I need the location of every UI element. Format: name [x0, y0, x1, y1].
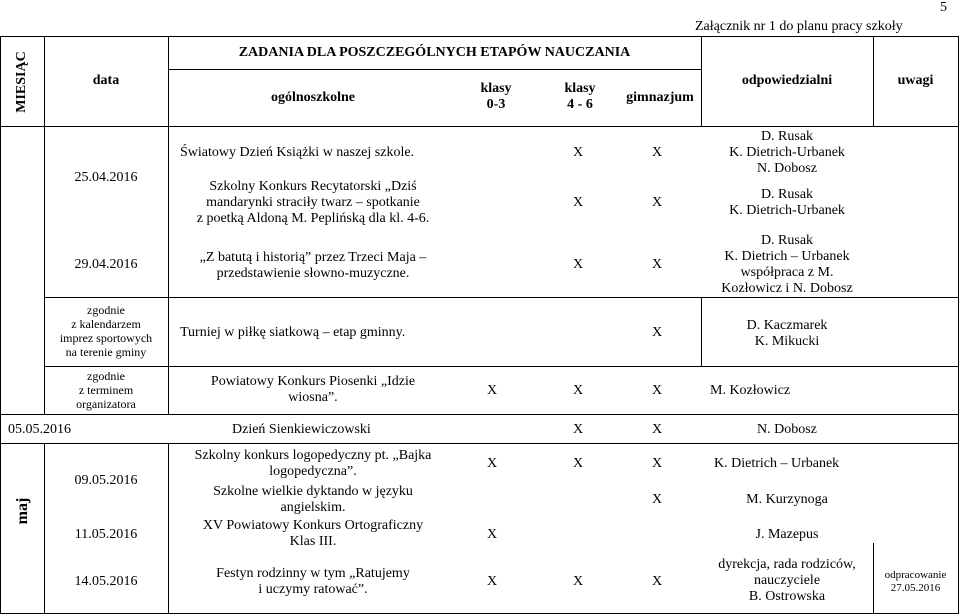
row7-responsible: K. Dietrich – Urbanek: [714, 456, 840, 471]
row1-resp3: N. Dobosz: [757, 161, 817, 176]
row9-k03: X: [487, 527, 498, 542]
row6-k46: X: [573, 422, 584, 437]
row3-task: [168, 250, 458, 282]
row10-resp2: nauczyciele: [753, 573, 821, 588]
row4-date4: na terenie gminy: [65, 345, 147, 359]
date-header: data: [92, 73, 120, 88]
row3-responsible: [701, 233, 873, 297]
row10-resp1: dyrekcja, rada rodziców,: [718, 557, 856, 572]
row10-gim: X: [652, 574, 663, 589]
row5-responsible: M. Kozłowicz: [710, 383, 791, 398]
row6-task: Dzień Sienkiewiczowski: [232, 422, 371, 437]
row8-task1: Szkolne wielkie dyktando w języku: [213, 484, 413, 499]
row4-gim: X: [652, 325, 663, 340]
row7-gim: X: [652, 456, 663, 471]
row1-k46: X: [573, 145, 584, 160]
row1-gim: X: [652, 145, 663, 160]
row7-task: [168, 448, 458, 480]
row2-responsible: [701, 187, 873, 219]
klasy-03-line1: klasy: [480, 81, 512, 96]
row1-resp1: D. Rusak: [760, 129, 814, 144]
row4-date3: imprez sportowych: [59, 331, 153, 345]
row8-responsible: M. Kurzynoga: [746, 492, 828, 507]
row10-rem2: 27.05.2016: [890, 582, 941, 594]
row7-task1: Szkolny konkurs logopedyczny pt. „Bajka: [194, 448, 432, 463]
row3-task1: „Z batutą i historią” przez Trzeci Maja –: [199, 250, 427, 265]
row3-gim: X: [652, 257, 663, 272]
row4-resp1: D. Kaczmarek: [746, 318, 828, 333]
row10-task1: Festyn rodzinny w tym „Ratujemy: [216, 566, 410, 581]
row5-task: [168, 374, 458, 406]
row10-resp3: B. Ostrowska: [748, 589, 826, 604]
gimnazjum-header: gimnazjum: [626, 90, 694, 105]
row3-date: 29.04.2016: [74, 257, 138, 272]
row5-date2: z terminem: [78, 383, 134, 397]
row3-resp4: Kozłowicz i N. Dobosz: [721, 281, 853, 296]
row3-task2: przedstawienie słowno-muzyczne.: [216, 266, 410, 281]
row5-gim: X: [652, 383, 663, 398]
row1-date: 25.04.2016: [74, 170, 138, 185]
klasy-03-header: [458, 81, 534, 113]
row1-task: Światowy Dzień Książki w naszej szkole.: [180, 145, 415, 160]
row6-date: 05.05.2016: [8, 422, 71, 437]
row10-responsible: [701, 557, 873, 605]
row2-resp1: D. Rusak: [760, 187, 814, 202]
row3-resp2: K. Dietrich – Urbanek: [724, 249, 850, 264]
row3-k46: X: [573, 257, 584, 272]
month-header: MIESIĄC: [14, 51, 29, 113]
month-maj: maj: [14, 497, 31, 525]
row10-rem1: odpracowanie: [884, 569, 947, 581]
row8-task2: angielskim.: [280, 500, 346, 515]
row5-date1: zgodnie: [87, 369, 125, 383]
row2-task2: mandarynki straciły twarz – spotkanie: [206, 195, 420, 210]
row5-date: [44, 369, 168, 411]
row2-gim: X: [652, 195, 663, 210]
row3-resp3: współpraca z M.: [740, 265, 834, 280]
row5-k46: X: [573, 383, 584, 398]
row9-task: [168, 518, 458, 550]
general-header: ogólnoszkolne: [270, 90, 355, 105]
row1-responsible: [701, 129, 873, 177]
row9-responsible: J. Mazepus: [755, 527, 819, 542]
row2-task: [168, 179, 458, 227]
page-number: 5: [940, 0, 947, 15]
row2-task3: z poetką Aldoną M. Peplińską dla kl. 4-6.: [196, 211, 430, 226]
row5-task1: Powiatowy Konkurs Piosenki „Idzie: [210, 374, 416, 389]
row5-task2: wiosna”.: [288, 390, 338, 405]
row9-task2: Klas III.: [289, 534, 337, 549]
row4-task: Turniej w piłkę siatkową – etap gminny.: [180, 325, 406, 340]
row2-resp2: K. Dietrich-Urbanek: [729, 203, 845, 218]
responsible-header: odpowiedzialni: [741, 73, 833, 88]
tasks-title: ZADANIA DLA POSZCZEGÓLNYCH ETAPÓW NAUCZANIA: [238, 45, 631, 60]
row10-k03: X: [487, 574, 498, 589]
row6-gim: X: [652, 422, 663, 437]
row9-date: 11.05.2016: [74, 527, 138, 542]
row10-k46: X: [573, 574, 584, 589]
row5-date3: organizatora: [76, 397, 136, 411]
row9-task1: XV Powiatowy Konkurs Ortograficzny: [202, 518, 424, 533]
row2-task1: Szkolny Konkurs Recytatorski „Dziś: [209, 179, 417, 194]
row7-date: 09.05.2016: [74, 473, 138, 488]
row10-task2: i uczymy ratować”.: [258, 582, 368, 597]
remarks-header: uwagi: [897, 73, 934, 88]
row7-k46: X: [573, 456, 584, 471]
klasy-46-line1: klasy: [564, 81, 596, 96]
row5-k03: X: [487, 383, 498, 398]
attachment-note: Załącznik nr 1 do planu pracy szkoły: [695, 19, 903, 34]
klasy-46-header: [540, 81, 620, 113]
row10-date: 14.05.2016: [74, 574, 138, 589]
row8-task: [168, 484, 458, 516]
row4-date1: zgodnie: [87, 303, 125, 317]
row6-responsible: N. Dobosz: [757, 422, 817, 437]
row4-date: [44, 303, 168, 359]
row1-resp2: K. Dietrich-Urbanek: [729, 145, 845, 160]
row10-remarks: [873, 569, 958, 595]
row4-resp2: K. Mikucki: [754, 334, 820, 349]
klasy-03-line2: 0-3: [486, 97, 506, 112]
row4-date2: z kalendarzem: [71, 317, 141, 331]
row10-task: [168, 566, 458, 598]
row8-gim: X: [652, 492, 663, 507]
row4-responsible: [701, 318, 873, 350]
row2-k46: X: [573, 195, 584, 210]
row7-task2: logopedyczna”.: [269, 464, 357, 479]
klasy-46-line2: 4 - 6: [567, 97, 593, 112]
row3-resp1: D. Rusak: [760, 233, 814, 248]
row7-k03: X: [487, 456, 498, 471]
